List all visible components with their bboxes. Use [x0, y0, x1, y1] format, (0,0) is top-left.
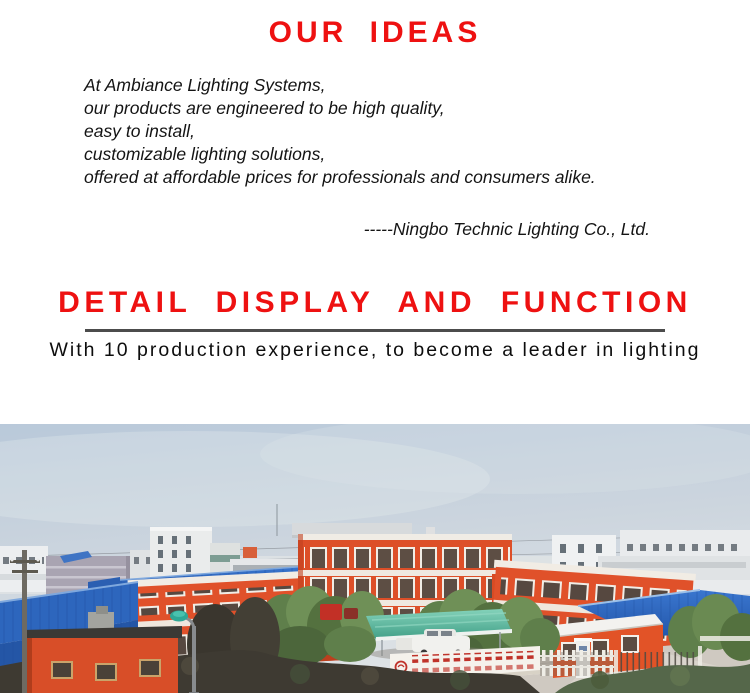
ideas-paragraph	[84, 74, 750, 189]
detail-subtitle: With 10 production experience, to become a leader in lighting	[49, 338, 701, 361]
ideas-line: offered at affordable prices for professionals and consumers alike.	[84, 167, 596, 187]
our-ideas-section	[0, 16, 750, 240]
detail-section	[0, 286, 750, 362]
ideas-line: easy to install,	[84, 121, 195, 141]
ideas-line: our products are engineered to be high quality,	[84, 98, 445, 118]
ideas-attribution: -----Ningbo Technic Lighting Co., Ltd.	[363, 219, 650, 239]
factory-photo-svg	[0, 424, 750, 693]
ideas-line: customizable lighting solutions,	[84, 144, 326, 164]
detail-title: DETAIL DISPLAY AND FUNCTION	[58, 286, 692, 319]
detail-divider	[85, 329, 665, 332]
ideas-line: At Ambiance Lighting Systems,	[84, 75, 326, 95]
our-ideas-title: OUR IDEAS	[268, 16, 482, 49]
factory-photo	[0, 424, 750, 693]
